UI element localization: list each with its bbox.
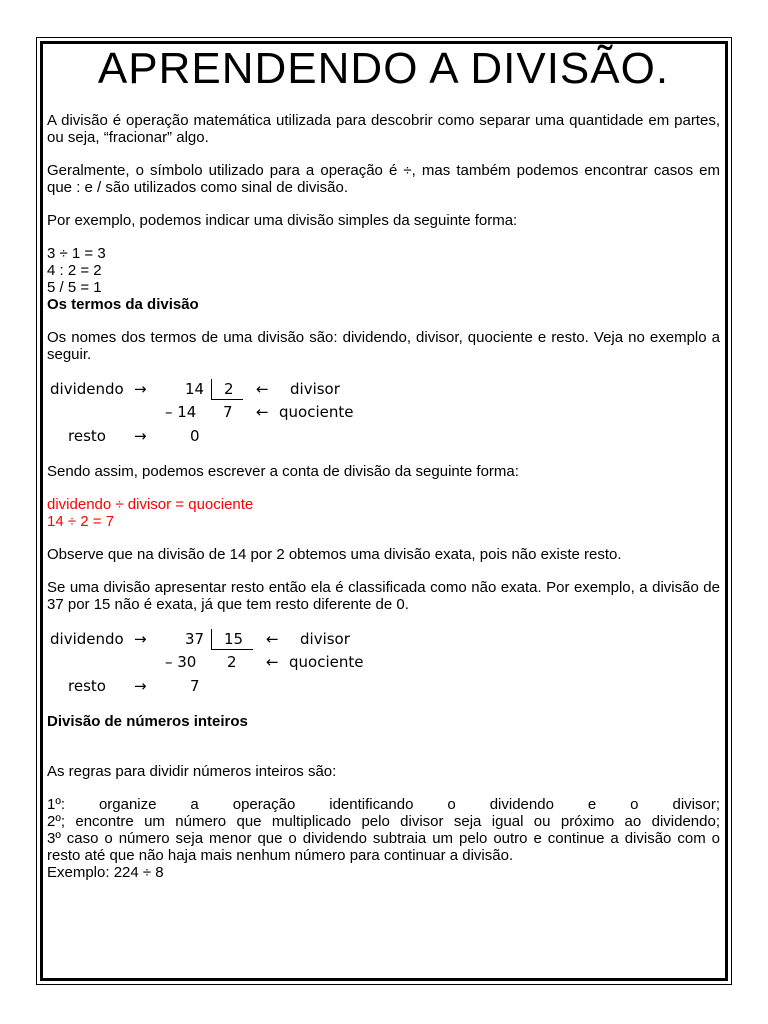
quotient-value: 2 [227, 653, 237, 671]
example-line-2: 4 : 2 = 2 [47, 262, 102, 279]
division-bracket-horizontal [211, 649, 253, 650]
final-example: Exemplo: 224 ÷ 8 [47, 864, 164, 881]
division-diagram-14-by-2 [47, 379, 720, 447]
subtraction-value: – 30 [165, 653, 197, 671]
page-title: APRENDENDO A DIVISÃO. [97, 44, 670, 93]
terms-heading: Os termos da divisão [47, 296, 199, 313]
terms-paragraph: Os nomes dos termos de uma divisão são: dividendo, divisor, quociente e resto. Veja no exemplo a seguir. [47, 329, 720, 363]
intro-paragraph: A divisão é operação matemática utilizada para descobrir como separar uma quantidade em partes, ou seja, “fracionar” algo. [47, 112, 720, 146]
division-bracket-horizontal [211, 399, 243, 400]
dividendo-label: dividendo [50, 380, 124, 398]
rule-1: 1º: organize a operação identificando o dividendo e o divisor; [47, 796, 720, 813]
divisor-label: divisor [290, 380, 340, 398]
division-bracket-vertical [211, 379, 212, 399]
document-content [47, 42, 720, 881]
remainder-value: 7 [190, 677, 200, 695]
formula-numbers: 14 ÷ 2 = 7 [47, 513, 115, 530]
sendo-assim-paragraph: Sendo assim, podemos escrever a conta de divisão da seguinte forma: [47, 463, 519, 480]
inexact-paragraph: Se uma divisão apresentar resto então ela é classificada como não exata. Por exemplo, a divisão de 37 por 15 não é exata, já que tem resto diferente de 0. [47, 579, 720, 613]
symbols-paragraph: Geralmente, o símbolo utilizado para a operação é ÷, mas também podemos encontrar casos em que : e / são utilizados como sinal de divisão. [47, 162, 720, 196]
arrow-left-icon: ← [256, 380, 269, 398]
subtraction-value: – 14 [165, 403, 197, 421]
division-diagram-37-by-15 [47, 629, 720, 697]
quotient-label: quociente [279, 403, 354, 421]
remainder-value: 0 [190, 427, 200, 445]
quotient-label: quociente [289, 653, 364, 671]
rule-2: 2º; encontre um número que multiplicado pelo divisor seja igual ou próximo ao dividendo; [47, 813, 720, 830]
dividend-value: 14 [185, 380, 205, 398]
arrow-right-icon: → [134, 630, 147, 648]
example-line-1: 3 ÷ 1 = 3 [47, 245, 106, 262]
rules-intro: As regras para dividir números inteiros são: [47, 763, 337, 780]
divisor-value: 2 [224, 380, 234, 398]
arrow-left-icon: ← [256, 403, 269, 421]
example-intro: Por exemplo, podemos indicar uma divisão simples da seguinte forma: [47, 212, 518, 229]
dividend-value: 37 [185, 630, 205, 648]
formula-words: dividendo ÷ divisor = quociente [47, 496, 254, 513]
example-line-3: 5 / 5 = 1 [47, 279, 102, 296]
integers-heading: Divisão de números inteiros [47, 713, 248, 730]
resto-label: resto [68, 427, 106, 445]
arrow-left-icon: ← [266, 630, 279, 648]
dividendo-label: dividendo [50, 630, 124, 648]
rule-3: 3º caso o número seja menor que o dividendo subtraia um pelo outro e continue a divisão com o resto até que não haja mais nenhum número para continuar a divisão. [47, 830, 720, 864]
exact-paragraph: Observe que na divisão de 14 por 2 obtemos uma divisão exata, pois não existe resto. [47, 546, 622, 563]
arrow-right-icon: → [134, 677, 147, 695]
arrow-right-icon: → [134, 427, 147, 445]
divisor-label: divisor [300, 630, 350, 648]
divisor-value: 15 [224, 630, 244, 648]
quotient-value: 7 [223, 403, 233, 421]
arrow-right-icon: → [134, 380, 147, 398]
arrow-left-icon: ← [266, 653, 279, 671]
resto-label: resto [68, 677, 106, 695]
division-bracket-vertical [211, 629, 212, 649]
